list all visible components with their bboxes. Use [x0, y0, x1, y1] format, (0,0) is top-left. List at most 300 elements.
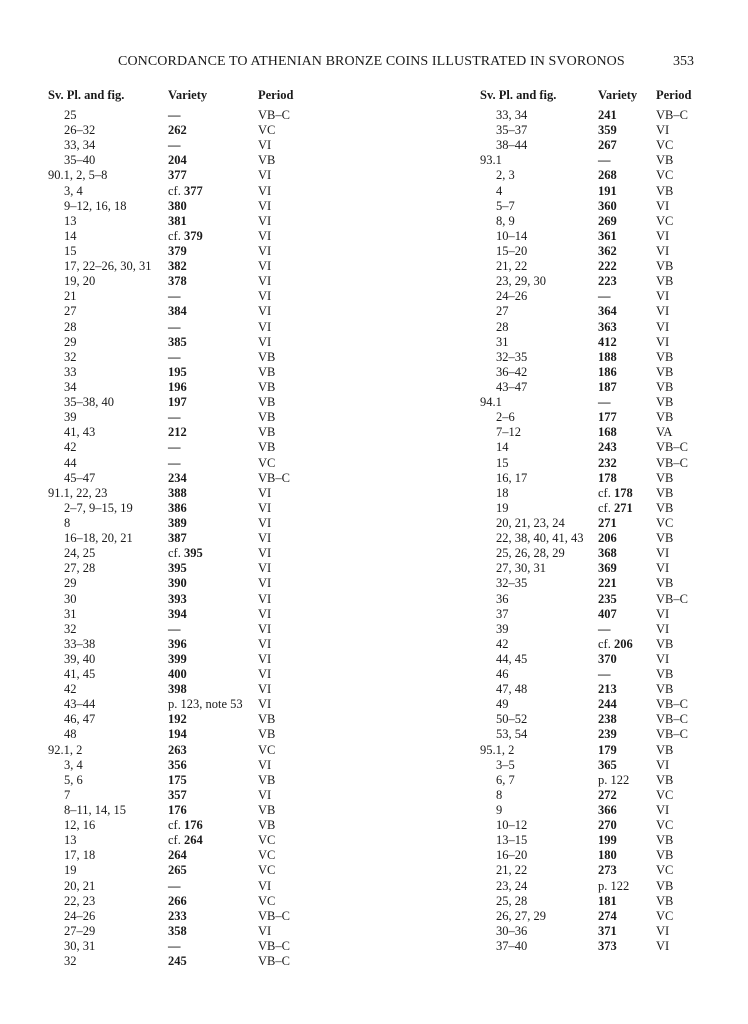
variety-number: 390 — [168, 576, 187, 591]
period-cell: VC — [258, 848, 276, 863]
plate-figure-cell: 29 — [64, 576, 77, 591]
variety-cell — [168, 848, 187, 863]
variety-cell — [598, 410, 617, 425]
variety-number: 382 — [168, 259, 187, 274]
variety-cell — [598, 592, 617, 607]
variety-cell — [168, 833, 203, 848]
header-plate-figure: Sv. Pl. and fig. — [480, 88, 557, 102]
variety-cell — [168, 259, 187, 274]
variety-prefix: cf. — [598, 500, 614, 515]
plate-figure-cell: 22, 38, 40, 41, 43 — [496, 531, 584, 546]
variety-number: 176 — [168, 803, 187, 818]
period-cell: VB — [656, 500, 674, 515]
plate-figure-cell: 29 — [64, 334, 77, 349]
variety-number: 398 — [168, 682, 187, 697]
variety-cell — [598, 335, 617, 350]
variety-cell — [598, 727, 617, 742]
period-cell: VB–C — [656, 440, 688, 455]
plate-figure-cell: 16, 17 — [496, 470, 528, 485]
plate-figure-cell: 8–11, 14, 15 — [64, 803, 127, 818]
variety-cell — [598, 350, 617, 365]
variety-number: 369 — [598, 561, 617, 576]
plate-figure-cell: 7–12 — [496, 425, 521, 440]
variety-number: 389 — [168, 515, 187, 530]
plate-figure-cell: 37–40 — [496, 939, 528, 954]
plate-figure-cell: 8, 9 — [496, 213, 515, 228]
variety-number: 245 — [168, 954, 187, 969]
period-cell: VI — [656, 561, 670, 576]
variety-number: 264 — [168, 848, 187, 863]
variety-number: — — [598, 289, 611, 304]
variety-number: 194 — [168, 727, 187, 742]
variety-cell — [598, 199, 617, 214]
variety-number: 232 — [598, 455, 617, 470]
period-cell: VI — [656, 334, 670, 349]
plate-figure-cell: 31 — [64, 606, 77, 621]
variety-cell — [598, 803, 617, 818]
plate-figure-cell: 23, 24 — [496, 878, 528, 893]
plate-figure-cell: 16–18, 20, 21 — [64, 531, 133, 546]
variety-cell — [598, 486, 633, 501]
period-cell: VI — [656, 621, 670, 636]
variety-cell — [168, 380, 187, 395]
period-cell: VI — [656, 243, 670, 258]
plate-figure-cell: 42 — [64, 440, 77, 455]
variety-number: — — [168, 108, 181, 122]
plate-figure-cell: 15–20 — [496, 243, 528, 258]
variety-number: 269 — [598, 213, 617, 228]
variety-number: 270 — [598, 818, 617, 833]
variety-cell — [598, 395, 611, 410]
variety-number: 393 — [168, 591, 187, 606]
plate-figure-cell: 9 — [496, 803, 503, 818]
variety-number: 273 — [598, 863, 617, 878]
period-cell: VB — [656, 470, 674, 485]
plate-figure-cell: 12, 16 — [64, 818, 96, 833]
period-cell: VB — [656, 893, 674, 908]
period-cell: VI — [258, 198, 272, 213]
period-cell: VI — [258, 259, 272, 274]
plate-figure-cell: 95.1, 2 — [480, 742, 515, 757]
variety-number: 360 — [598, 198, 617, 213]
variety-number: 223 — [598, 274, 617, 289]
variety-number: 267 — [598, 138, 617, 153]
plate-figure-cell: 93.1 — [480, 153, 502, 168]
plate-figure-cell: 50–52 — [496, 712, 528, 727]
plate-figure-cell: 13 — [64, 213, 77, 228]
variety-number: 212 — [168, 425, 187, 440]
plate-figure-cell: 13 — [64, 833, 77, 848]
plate-figure-cell: 33 — [64, 364, 77, 379]
period-cell: VB — [656, 576, 674, 591]
variety-prefix: cf. — [598, 636, 614, 651]
period-cell: VC — [656, 908, 674, 923]
variety-cell — [598, 304, 617, 319]
period-cell: VC — [656, 168, 674, 183]
variety-cell — [168, 501, 187, 516]
plate-figure-cell: 26, 27, 29 — [496, 908, 546, 923]
period-cell: VB — [656, 153, 674, 168]
variety-number: — — [168, 319, 181, 334]
plate-figure-cell: 47, 48 — [496, 682, 528, 697]
period-cell: VB — [656, 183, 674, 198]
variety-cell — [168, 592, 187, 607]
plate-figure-cell: 27–29 — [64, 923, 96, 938]
variety-cell — [168, 939, 181, 954]
variety-number: 365 — [598, 757, 617, 772]
variety-number: 356 — [168, 757, 187, 772]
variety-number: — — [598, 621, 611, 636]
variety-cell — [168, 879, 181, 894]
period-cell: VB — [656, 878, 674, 893]
plate-figure-cell: 91.1, 22, 23 — [48, 485, 108, 500]
period-cell: VI — [258, 515, 272, 530]
plate-figure-cell: 24–26 — [496, 289, 528, 304]
variety-number: 274 — [598, 908, 617, 923]
variety-cell — [598, 561, 617, 576]
period-cell: VB — [258, 410, 276, 425]
period-cell: VI — [656, 289, 670, 304]
plate-figure-cell: 28 — [64, 319, 77, 334]
period-cell: VI — [656, 198, 670, 213]
plate-figure-cell: 21, 22 — [496, 863, 528, 878]
plate-figure-cell: 36 — [496, 591, 509, 606]
variety-number: 238 — [598, 712, 617, 727]
plate-figure-cell: 19, 20 — [64, 274, 96, 289]
period-cell: VB — [656, 395, 674, 410]
variety-prefix: cf. — [598, 485, 614, 500]
variety-cell — [168, 440, 181, 455]
variety-prefix: p. 123, note 53 — [168, 697, 243, 712]
period-cell: VC — [258, 455, 276, 470]
plate-figure-cell: 37 — [496, 606, 509, 621]
period-cell: VB — [656, 833, 674, 848]
plate-figure-cell: 30 — [64, 591, 77, 606]
plate-figure-cell: 4 — [496, 183, 503, 198]
period-cell: VB — [656, 682, 674, 697]
variety-cell — [598, 879, 629, 894]
period-cell: VI — [656, 123, 670, 138]
variety-cell — [598, 380, 617, 395]
variety-number: 395 — [183, 546, 203, 561]
variety-number: 178 — [598, 470, 617, 485]
period-cell: VB — [656, 636, 674, 651]
variety-number: 180 — [598, 848, 617, 863]
variety-number: 196 — [168, 379, 187, 394]
period-cell: VI — [656, 319, 670, 334]
variety-number: 186 — [598, 364, 617, 379]
variety-cell — [598, 108, 617, 123]
period-cell: VI — [258, 531, 272, 546]
plate-figure-cell: 15 — [496, 455, 509, 470]
plate-figure-cell: 2–6 — [496, 410, 515, 425]
period-cell: VI — [258, 606, 272, 621]
plate-figure-cell: 31 — [496, 334, 509, 349]
variety-number: 395 — [168, 561, 187, 576]
period-cell: VI — [258, 546, 272, 561]
plate-figure-cell: 20, 21 — [64, 878, 96, 893]
variety-number: 386 — [168, 500, 187, 515]
plate-figure-cell: 53, 54 — [496, 727, 528, 742]
plate-figure-cell: 5, 6 — [64, 772, 83, 787]
variety-number: 263 — [168, 742, 187, 757]
plate-figure-cell: 28 — [496, 319, 509, 334]
variety-cell — [598, 168, 617, 183]
variety-number: 271 — [613, 500, 633, 515]
variety-cell — [598, 939, 617, 954]
plate-figure-cell: 94.1 — [480, 395, 502, 410]
period-cell: VI — [258, 636, 272, 651]
variety-number: 381 — [168, 213, 187, 228]
variety-cell — [598, 818, 617, 833]
variety-cell — [598, 848, 617, 863]
period-cell: VB–C — [656, 108, 688, 122]
variety-cell — [598, 788, 617, 803]
plate-figure-cell: 35–37 — [496, 123, 528, 138]
period-cell: VB — [656, 410, 674, 425]
period-cell: VB — [656, 485, 674, 500]
variety-cell — [168, 712, 187, 727]
variety-cell — [598, 471, 617, 486]
period-cell: VB — [258, 803, 276, 818]
variety-number: 380 — [168, 198, 187, 213]
variety-number: 359 — [598, 123, 617, 138]
period-cell: VB — [656, 274, 674, 289]
variety-cell — [168, 184, 203, 199]
variety-number: 371 — [598, 923, 617, 938]
plate-figure-cell: 18 — [496, 485, 509, 500]
variety-cell — [168, 365, 187, 380]
variety-number: 243 — [598, 440, 617, 455]
variety-number: 234 — [168, 470, 187, 485]
period-cell: VI — [656, 923, 670, 938]
variety-cell — [168, 168, 187, 183]
period-cell: VI — [258, 591, 272, 606]
plate-figure-cell: 22, 23 — [64, 893, 96, 908]
variety-cell — [598, 712, 617, 727]
variety-number: 221 — [598, 576, 617, 591]
variety-prefix: p. 122 — [598, 878, 630, 893]
variety-number: 407 — [598, 606, 617, 621]
variety-number: 192 — [168, 712, 187, 727]
variety-cell — [168, 320, 181, 335]
plate-figure-cell: 8 — [64, 515, 71, 530]
variety-cell — [168, 546, 203, 561]
variety-cell — [168, 697, 243, 712]
variety-number: 177 — [598, 410, 617, 425]
period-cell: VB–C — [258, 470, 290, 485]
plate-figure-cell: 44, 45 — [496, 651, 528, 666]
period-cell: VB–C — [656, 712, 688, 727]
variety-cell — [598, 531, 617, 546]
variety-number: 266 — [168, 893, 187, 908]
plate-figure-cell: 43–44 — [64, 697, 96, 712]
variety-cell — [168, 788, 187, 803]
period-cell: VI — [258, 274, 272, 289]
variety-number: 213 — [598, 682, 617, 697]
plate-figure-cell: 33–38 — [64, 636, 96, 651]
variety-number: 222 — [598, 259, 617, 274]
variety-cell — [598, 138, 617, 153]
variety-cell — [598, 440, 617, 455]
variety-cell — [168, 637, 187, 652]
variety-cell — [168, 652, 187, 667]
variety-number: 178 — [613, 485, 633, 500]
period-cell: VB — [656, 667, 674, 682]
variety-number: 387 — [168, 531, 187, 546]
period-cell: VI — [258, 289, 272, 304]
plate-figure-cell: 3, 4 — [64, 183, 83, 198]
variety-cell — [598, 924, 617, 939]
period-cell: VI — [258, 500, 272, 515]
variety-cell — [168, 289, 181, 304]
period-cell: VB–C — [258, 108, 290, 122]
variety-cell — [168, 153, 187, 168]
period-cell: VC — [656, 138, 674, 153]
period-cell: VB — [258, 440, 276, 455]
variety-cell — [168, 350, 181, 365]
plate-figure-cell: 46, 47 — [64, 712, 96, 727]
plate-figure-cell: 13–15 — [496, 833, 528, 848]
period-cell: VI — [258, 228, 272, 243]
plate-figure-cell: 19 — [496, 500, 509, 515]
plate-figure-cell: 16–20 — [496, 848, 528, 863]
variety-cell — [598, 682, 617, 697]
plate-figure-cell: 35–38, 40 — [64, 395, 114, 410]
variety-number: 377 — [168, 168, 187, 183]
variety-number: 191 — [598, 183, 617, 198]
variety-cell — [598, 425, 617, 440]
period-cell: VI — [258, 878, 272, 893]
variety-number: 187 — [598, 379, 617, 394]
plate-figure-cell: 10–14 — [496, 228, 528, 243]
variety-cell — [168, 108, 181, 123]
variety-number: 204 — [168, 153, 187, 168]
plate-figure-cell: 39, 40 — [64, 651, 96, 666]
variety-cell — [598, 576, 617, 591]
variety-number: 179 — [598, 742, 617, 757]
period-cell: VI — [258, 561, 272, 576]
plate-figure-cell: 36–42 — [496, 364, 528, 379]
variety-prefix: cf. — [168, 183, 184, 198]
period-cell: VC — [258, 863, 276, 878]
variety-cell — [168, 894, 187, 909]
variety-number: 181 — [598, 893, 617, 908]
variety-cell — [168, 244, 187, 259]
period-cell: VB–C — [656, 727, 688, 742]
variety-number: — — [168, 939, 181, 954]
page-title: CONCORDANCE TO ATHENIAN BRONZE COINS ILLUSTRATED IN SVORONOS — [118, 54, 625, 69]
header-plate-figure: Sv. Pl. and fig. — [48, 88, 125, 102]
variety-cell — [168, 123, 187, 138]
plate-figure-cell: 27, 28 — [64, 561, 96, 576]
plate-figure-cell: 20, 21, 23, 24 — [496, 515, 565, 530]
period-cell: VI — [258, 304, 272, 319]
plate-figure-cell: 5–7 — [496, 198, 515, 213]
variety-number: 358 — [168, 923, 187, 938]
period-cell: VB — [258, 395, 276, 410]
plate-figure-cell: 32–35 — [496, 349, 528, 364]
variety-prefix: cf. — [168, 818, 184, 833]
variety-cell — [168, 425, 187, 440]
variety-number: 235 — [598, 591, 617, 606]
variety-number: 233 — [168, 908, 187, 923]
plate-figure-cell: 2–7, 9–15, 19 — [64, 500, 133, 515]
period-cell: VB–C — [258, 939, 290, 954]
variety-number: 199 — [598, 833, 617, 848]
variety-cell — [598, 652, 617, 667]
variety-cell — [168, 818, 203, 833]
plate-figure-cell: 92.1, 2 — [48, 742, 83, 757]
plate-figure-cell: 30–36 — [496, 923, 528, 938]
period-cell: VC — [258, 893, 276, 908]
period-cell: VI — [656, 803, 670, 818]
variety-cell — [168, 743, 187, 758]
period-cell: VI — [258, 787, 272, 802]
variety-cell — [168, 607, 187, 622]
plate-figure-cell: 24–26 — [64, 908, 96, 923]
variety-cell — [598, 758, 617, 773]
variety-cell — [168, 863, 187, 878]
variety-cell — [598, 229, 617, 244]
period-cell: VI — [258, 243, 272, 258]
plate-figure-cell: 90.1, 2, 5–8 — [48, 168, 108, 183]
period-cell: VC — [258, 742, 276, 757]
plate-figure-cell: 23, 29, 30 — [496, 274, 546, 289]
variety-number: 378 — [168, 274, 187, 289]
period-cell: VB — [258, 425, 276, 440]
variety-number: 268 — [598, 168, 617, 183]
period-cell: VB–C — [656, 455, 688, 470]
plate-figure-cell: 30, 31 — [64, 939, 96, 954]
period-cell: VB — [258, 712, 276, 727]
variety-number: — — [168, 440, 181, 455]
plate-figure-cell: 41, 45 — [64, 667, 96, 682]
period-cell: VC — [656, 213, 674, 228]
plate-figure-cell: 39 — [64, 410, 77, 425]
plate-figure-cell: 21 — [64, 289, 77, 304]
variety-cell — [598, 516, 617, 531]
header-period: Period — [258, 88, 294, 102]
variety-cell — [598, 456, 617, 471]
variety-number: 206 — [613, 636, 633, 651]
period-cell: VI — [258, 168, 272, 183]
variety-number: 265 — [168, 863, 187, 878]
variety-cell — [598, 894, 617, 909]
plate-figure-cell: 14 — [496, 440, 509, 455]
variety-number: 244 — [598, 697, 617, 712]
variety-cell — [168, 138, 181, 153]
period-cell: VB — [258, 379, 276, 394]
plate-figure-cell: 32 — [64, 349, 77, 364]
variety-cell — [168, 274, 187, 289]
variety-cell — [598, 546, 617, 561]
period-cell: VI — [258, 697, 272, 712]
plate-figure-cell: 17, 22–26, 30, 31 — [64, 259, 152, 274]
variety-number: 385 — [168, 334, 187, 349]
period-cell: VB–C — [258, 954, 290, 969]
variety-cell — [168, 561, 187, 576]
period-cell: VB–C — [656, 591, 688, 606]
plate-figure-cell: 6, 7 — [496, 772, 515, 787]
period-cell: VB — [656, 531, 674, 546]
period-cell: VB — [656, 772, 674, 787]
variety-number: 370 — [598, 651, 617, 666]
variety-number: 361 — [598, 228, 617, 243]
variety-cell — [168, 471, 187, 486]
period-cell: VB — [656, 259, 674, 274]
variety-number: 357 — [168, 787, 187, 802]
